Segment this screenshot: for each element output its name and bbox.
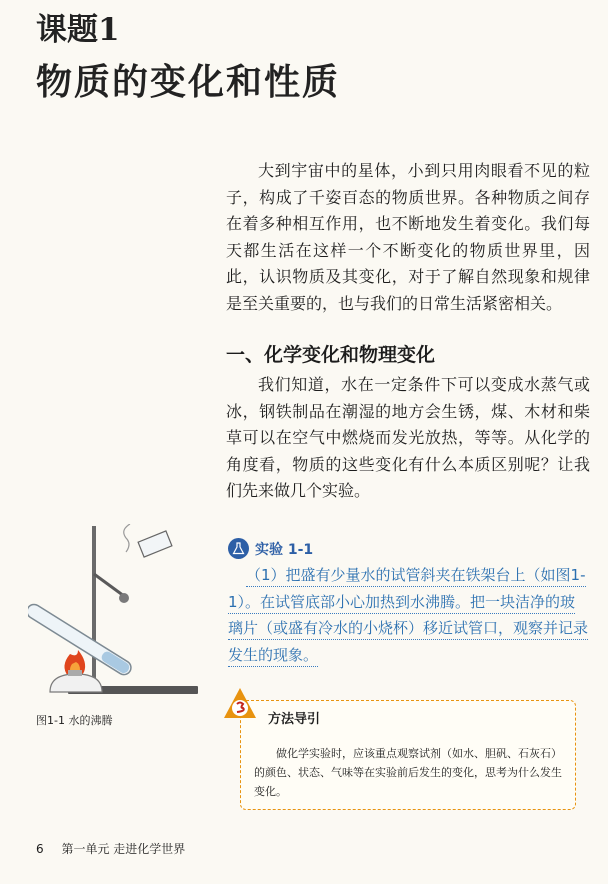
unit-title: 第一单元 走进化学世界 — [61, 842, 186, 856]
experiment-header — [228, 538, 313, 559]
stand-rod — [92, 526, 96, 688]
boiling-water-figure — [28, 524, 208, 704]
method-text: 做化学实验时，应该重点观察试剂（如水、胆矾、石灰石）的颜色、状态、气味等在实验前后发生的变化，思考为什么发生变化。 — [254, 747, 562, 798]
lesson-label: 课题1 — [36, 12, 120, 48]
section-text: 我们知道，水在一定条件下可以变成水蒸气或冰，钢铁制品在潮湿的地方会生锈，煤、木材和柴草可以在空气中燃烧而发光放热，等等。从化学的角度看，物质的这些变化有什么本质区别呢？让我们先来做几个实验。 — [226, 375, 590, 500]
glass-plate — [138, 531, 172, 557]
clamp-knob — [119, 593, 129, 603]
section-heading: 一、化学变化和物理变化 — [226, 344, 436, 366]
method-title: 方法导引 — [268, 712, 321, 727]
method-body — [254, 744, 570, 801]
experiment-text: （1）把盛有少量水的试管斜夹在铁架台上（如图1-1）。在试管底部小心加热到水沸腾。把一块洁净的玻璃片（或盛有冷水的小烧杯）移近试管口，观察并记录发生的现象。 — [228, 566, 588, 667]
experiment-title: 实验 1-1 — [255, 541, 314, 558]
clamp-arm — [94, 574, 124, 596]
flask-icon — [228, 538, 249, 559]
steam — [124, 524, 130, 552]
intro-text: 大到宇宙中的星体，小到只用肉眼看不见的粒子，构成了千姿百态的物质世界。各种物质之间存在着多种相互作用，也不断地发生着变化。我们每天都生活在这样一个不断变化的物质世界里，因此，认识物质及其变化，对于了解自然现象和规律是至关重要的，也与我们的日常生活紧密相关。 — [226, 161, 590, 313]
page-footer — [36, 840, 185, 857]
page-number: 6 — [36, 842, 44, 856]
experiment-body — [228, 562, 590, 668]
intro-paragraph — [226, 158, 590, 317]
lesson-title: 物质的变化和性质 — [36, 61, 341, 103]
figure-caption: 图1-1 水的沸腾 — [36, 714, 113, 727]
section-body — [226, 372, 590, 505]
warning-triangle-icon — [222, 686, 258, 722]
